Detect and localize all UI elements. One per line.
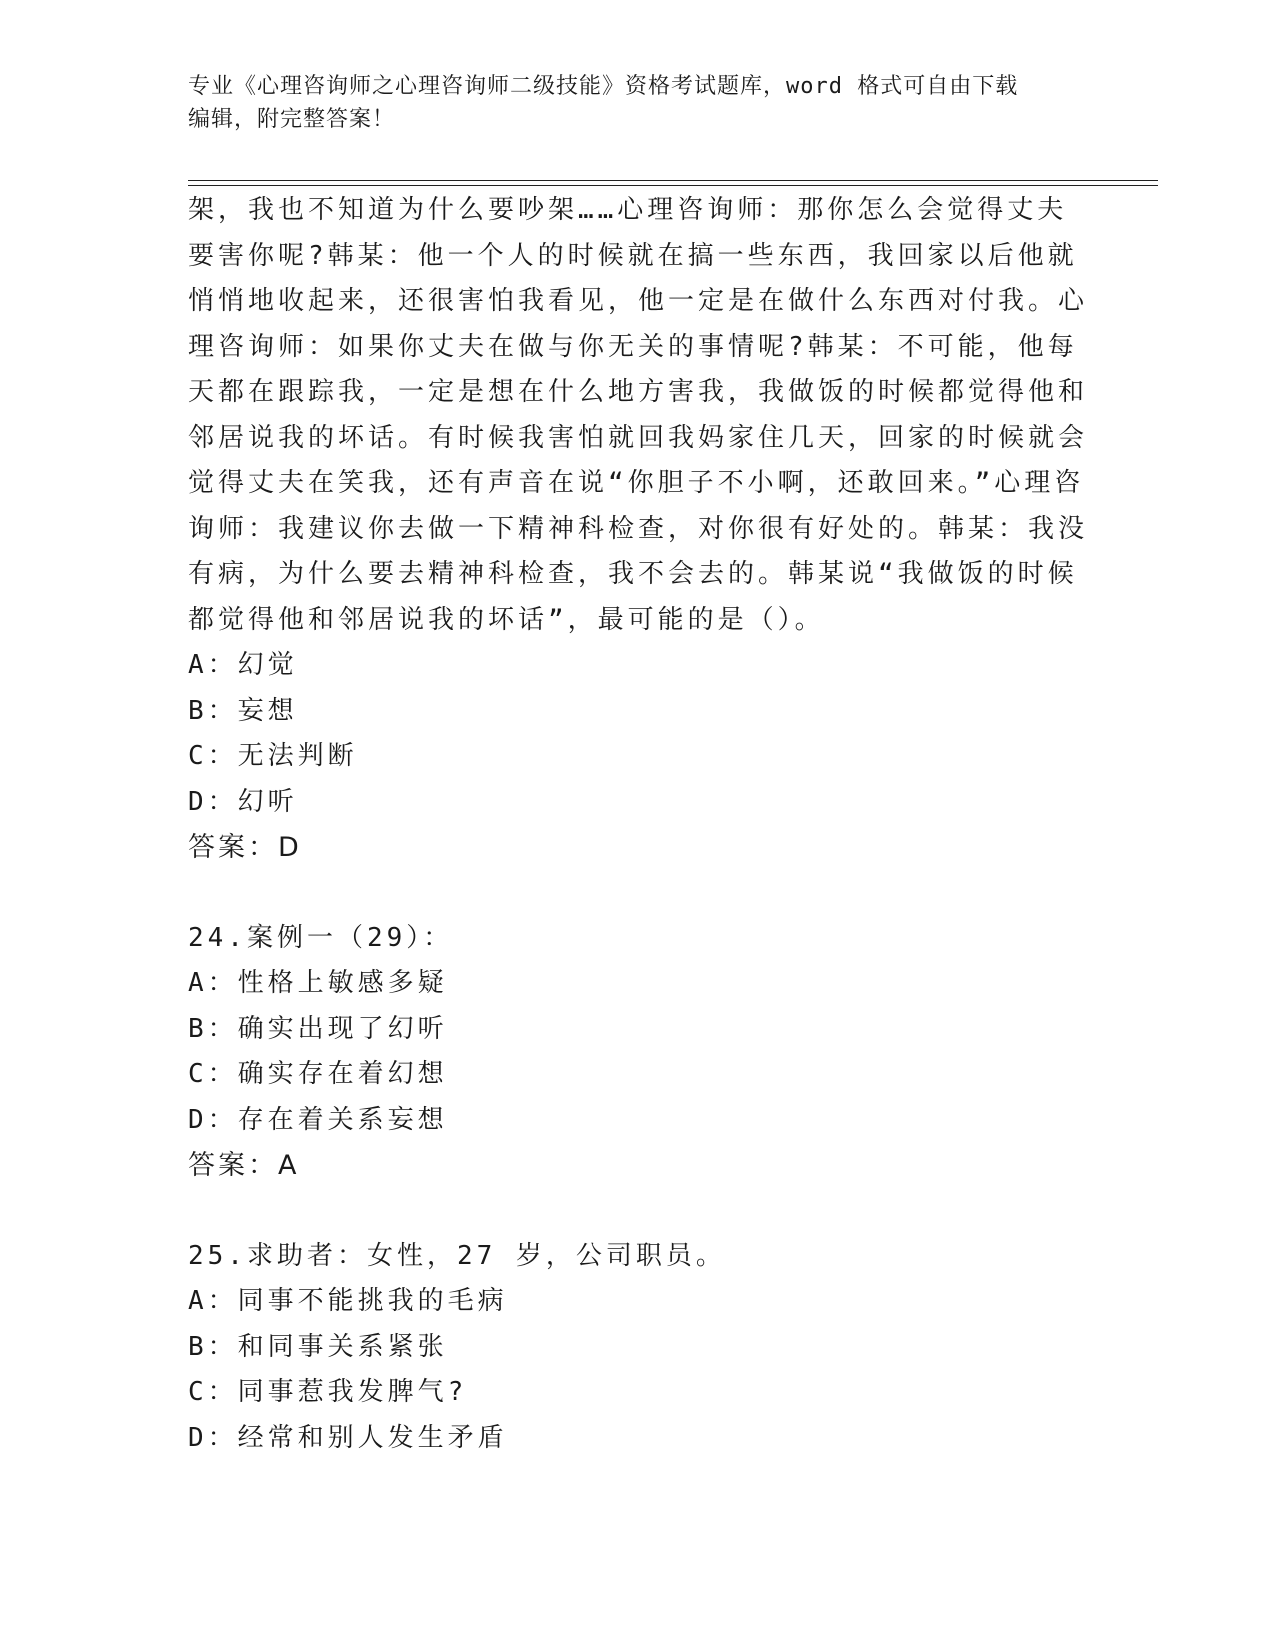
question-24-answer: 答案：A (188, 1150, 300, 1181)
question-25-option-d: D：经常和别人发生矛盾 (188, 1422, 508, 1453)
question-23-stem: 架，我也不知道为什么要吵架……心理咨询师：那你怎么会觉得丈夫要害你呢?韩某：他一个人的时候就在搞一些东西，我回家以后他就悄悄地收起来，还很害怕我看见，他一定是在做什么东西对付我。心理咨询师：如果你丈夫在做与你无关的事情呢?韩某：不可能，他每天都在跟踪我，一定是想在什么地方害我，我做饭的时候都觉得他和邻居说我的坏话。有时候我害怕就回我妈家住几天，回家的时候就会觉得丈夫在笑我，还有声音在说“你胆子不小啊，还敢回来。”心理咨询师：我建议你去做一下精神科检查，对你很有好处的。韩某：我没有病，为什么要去精神科检查，我不会去的。韩某说“我做饭的时候都觉得他和邻居说我的坏话”，最可能的是（）。 (188, 195, 1089, 635)
question-25-option-a: A：同事不能挑我的毛病 (188, 1286, 508, 1316)
question-25-option-b: B：和同事关系紧张 (188, 1331, 448, 1362)
question-24-option-d: D：存在着关系妄想 (188, 1104, 448, 1135)
question-23-option-b: B：妄想 (188, 695, 298, 726)
header-rule-top (188, 180, 1158, 181)
question-24-option-a: A：性格上敏感多疑 (188, 968, 448, 998)
question-23-option-d: D：幻听 (188, 786, 298, 817)
question-24-option-c: C：确实存在着幻想 (188, 1059, 448, 1089)
document-body (188, 188, 1088, 1461)
spacer (188, 871, 1088, 916)
question-24-option-b: B：确实出现了幻听 (188, 1013, 448, 1044)
question-24-stem: 24.案例一（29）： (188, 922, 454, 953)
header-line-1: 专业《心理咨询师之心理咨询师二级技能》资格考试题库，word 格式可自由下载 (188, 74, 1019, 99)
question-23-answer: 答案：D (188, 832, 302, 863)
spacer (188, 1189, 1088, 1234)
document-header (188, 70, 1088, 136)
header-rule-bottom (188, 185, 1158, 186)
question-23-option-c: C：无法判断 (188, 741, 358, 771)
header-line-2: 编辑，附完整答案！ (188, 107, 396, 132)
question-25-option-c: C：同事惹我发脾气? (188, 1377, 468, 1407)
question-25-stem: 25.求助者：女性，27 岁，公司职员。 (188, 1240, 726, 1271)
question-23-option-a: A：幻觉 (188, 650, 298, 680)
